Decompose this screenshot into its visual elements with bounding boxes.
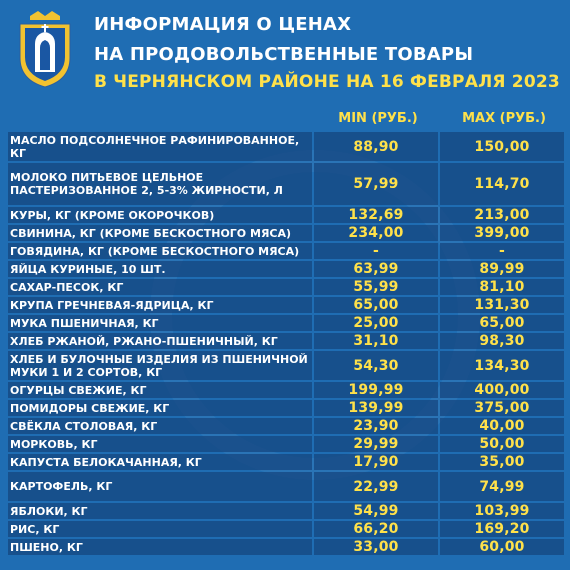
column-header-min: MIN (РУБ.) <box>338 111 418 126</box>
table-row <box>8 225 564 241</box>
header <box>0 0 570 104</box>
product-name: РИС, КГ <box>8 521 312 537</box>
max-price: 131,30 <box>440 297 564 313</box>
column-header-max: MAX (РУБ.) <box>462 111 546 126</box>
product-name: ОГУРЦЫ СВЕЖИЕ, КГ <box>8 382 312 398</box>
district-coat-of-arms-icon <box>16 10 74 88</box>
table-row <box>8 297 564 313</box>
min-price: 25,00 <box>314 315 438 331</box>
table-row <box>8 351 564 380</box>
min-price: 66,20 <box>314 521 438 537</box>
max-price: 89,99 <box>440 261 564 277</box>
max-price: 213,00 <box>440 207 564 223</box>
product-name: КРУПА ГРЕЧНЕВАЯ-ЯДРИЦА, КГ <box>8 297 312 313</box>
max-price: 50,00 <box>440 436 564 452</box>
product-name: ЯБЛОКИ, КГ <box>8 503 312 519</box>
min-price: 17,90 <box>314 454 438 470</box>
product-name: КАРТОФЕЛЬ, КГ <box>8 472 312 501</box>
max-price: 150,00 <box>440 132 564 161</box>
title-line-3: В ЧЕРНЯНСКОМ РАЙОНЕ НА 16 ФЕВРАЛЯ 2023 <box>94 72 560 92</box>
table-row <box>8 243 564 259</box>
min-price: 139,99 <box>314 400 438 416</box>
table-row <box>8 472 564 501</box>
max-price: 134,30 <box>440 351 564 380</box>
table-row <box>8 261 564 277</box>
max-price: 114,70 <box>440 163 564 205</box>
max-price: 35,00 <box>440 454 564 470</box>
title-line-2: НА ПРОДОВОЛЬСТВЕННЫЕ ТОВАРЫ <box>94 44 474 65</box>
product-name: МОРКОВЬ, КГ <box>8 436 312 452</box>
product-name: ХЛЕБ И БУЛОЧНЫЕ ИЗДЕЛИЯ ИЗ ПШЕНИЧНОЙ МУКИ 1 И 2 СОРТОВ, КГ <box>8 351 312 380</box>
product-name: ПШЕНО, КГ <box>8 539 312 555</box>
min-price: 23,90 <box>314 418 438 434</box>
product-name: ГОВЯДИНА, КГ (КРОМЕ БЕСКОСТНОГО МЯСА) <box>8 243 312 259</box>
min-price: - <box>314 243 438 259</box>
min-price: 31,10 <box>314 333 438 349</box>
product-name: КУРЫ, КГ (КРОМЕ ОКОРОЧКОВ) <box>8 207 312 223</box>
table-row <box>8 454 564 470</box>
table-row <box>8 436 564 452</box>
min-price: 54,30 <box>314 351 438 380</box>
max-price: 400,00 <box>440 382 564 398</box>
max-price: - <box>440 243 564 259</box>
product-name: ЯЙЦА КУРИНЫЕ, 10 ШТ. <box>8 261 312 277</box>
min-price: 33,00 <box>314 539 438 555</box>
product-name: МАСЛО ПОДСОЛНЕЧНОЕ РАФИНИРОВАННОЕ, КГ <box>8 132 312 161</box>
product-name: КАПУСТА БЕЛОКАЧАННАЯ, КГ <box>8 454 312 470</box>
min-price: 55,99 <box>314 279 438 295</box>
min-price: 65,00 <box>314 297 438 313</box>
product-name: САХАР-ПЕСОК, КГ <box>8 279 312 295</box>
table-row <box>8 315 564 331</box>
max-price: 103,99 <box>440 503 564 519</box>
min-price: 57,99 <box>314 163 438 205</box>
table-row <box>8 400 564 416</box>
min-price: 22,99 <box>314 472 438 501</box>
table-row <box>8 333 564 349</box>
max-price: 81,10 <box>440 279 564 295</box>
max-price: 98,30 <box>440 333 564 349</box>
max-price: 74,99 <box>440 472 564 501</box>
table-row <box>8 418 564 434</box>
table-row <box>8 207 564 223</box>
price-table <box>8 132 564 555</box>
product-name: МУКА ПШЕНИЧНАЯ, КГ <box>8 315 312 331</box>
table-row <box>8 163 564 205</box>
min-price: 29,99 <box>314 436 438 452</box>
table-row <box>8 539 564 555</box>
table-row <box>8 503 564 519</box>
product-name: МОЛОКО ПИТЬЕВОЕ ЦЕЛЬНОЕ ПАСТЕРИЗОВАННОЕ 2, 5-3% ЖИРНОСТИ, Л <box>8 163 312 205</box>
table-row <box>8 521 564 537</box>
max-price: 60,00 <box>440 539 564 555</box>
min-price: 132,69 <box>314 207 438 223</box>
title-line-1: ИНФОРМАЦИЯ О ЦЕНАХ <box>94 14 352 35</box>
max-price: 169,20 <box>440 521 564 537</box>
table-row <box>8 382 564 398</box>
product-name: СВИНИНА, КГ (КРОМЕ БЕСКОСТНОГО МЯСА) <box>8 225 312 241</box>
table-row <box>8 279 564 295</box>
min-price: 234,00 <box>314 225 438 241</box>
max-price: 40,00 <box>440 418 564 434</box>
table-row <box>8 132 564 161</box>
min-price: 63,99 <box>314 261 438 277</box>
max-price: 375,00 <box>440 400 564 416</box>
max-price: 65,00 <box>440 315 564 331</box>
max-price: 399,00 <box>440 225 564 241</box>
product-name: ПОМИДОРЫ СВЕЖИЕ, КГ <box>8 400 312 416</box>
min-price: 199,99 <box>314 382 438 398</box>
min-price: 54,99 <box>314 503 438 519</box>
product-name: СВЁКЛА СТОЛОВАЯ, КГ <box>8 418 312 434</box>
product-name: ХЛЕБ РЖАНОЙ, РЖАНО-ПШЕНИЧНЫЙ, КГ <box>8 333 312 349</box>
min-price: 88,90 <box>314 132 438 161</box>
